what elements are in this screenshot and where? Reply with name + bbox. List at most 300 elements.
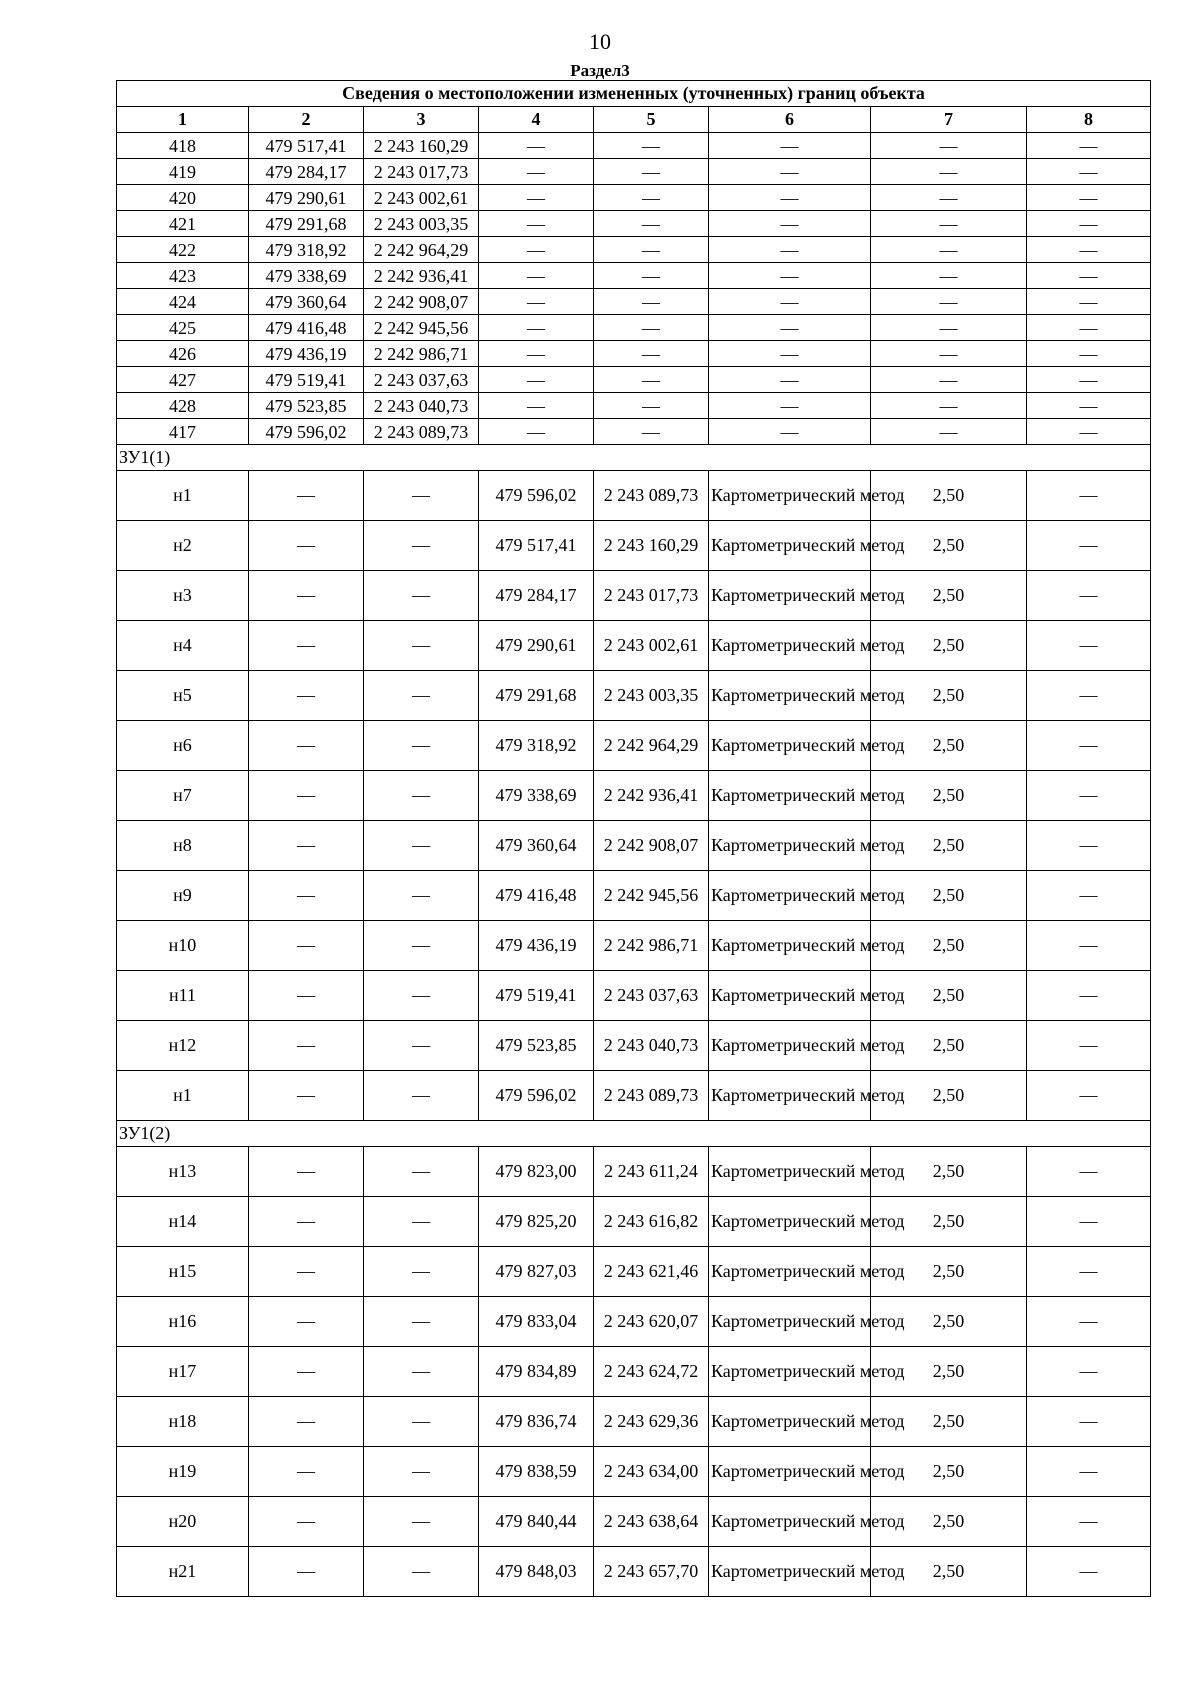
table-row bbox=[117, 393, 1151, 419]
x-new-cell: 479 838,59 bbox=[479, 1447, 594, 1497]
description-cell: — bbox=[1027, 289, 1151, 315]
method-cell: Картометрический метод bbox=[709, 621, 871, 671]
accuracy-cell: — bbox=[871, 263, 1027, 289]
y-new-cell: 2 243 616,82 bbox=[594, 1197, 709, 1247]
y-existing-cell: — bbox=[364, 471, 479, 521]
point-number-cell: н21 bbox=[117, 1547, 249, 1597]
point-number-cell: 422 bbox=[117, 237, 249, 263]
y-existing-cell: — bbox=[364, 1347, 479, 1397]
x-new-cell: 479 596,02 bbox=[479, 1071, 594, 1121]
x-new-cell: — bbox=[479, 237, 594, 263]
x-existing-cell: 479 284,17 bbox=[249, 159, 364, 185]
table-row bbox=[117, 237, 1151, 263]
x-existing-cell: 479 436,19 bbox=[249, 341, 364, 367]
accuracy-cell: 2,50 bbox=[871, 571, 1027, 621]
x-new-cell: 479 823,00 bbox=[479, 1147, 594, 1197]
coordinates-table bbox=[116, 80, 1151, 1597]
method-cell: Картометрический метод bbox=[709, 1021, 871, 1071]
table-row bbox=[117, 521, 1151, 571]
accuracy-cell: — bbox=[871, 419, 1027, 445]
accuracy-cell: 2,50 bbox=[871, 721, 1027, 771]
method-cell: Картометрический метод bbox=[709, 1447, 871, 1497]
method-cell: Картометрический метод bbox=[709, 1247, 871, 1297]
column-header: 7 bbox=[871, 107, 1027, 133]
table-row bbox=[117, 1347, 1151, 1397]
method-cell: — bbox=[709, 367, 871, 393]
x-new-cell: — bbox=[479, 393, 594, 419]
x-existing-cell: 479 290,61 bbox=[249, 185, 364, 211]
description-cell: — bbox=[1027, 471, 1151, 521]
method-cell: Картометрический метод bbox=[709, 821, 871, 871]
point-number-cell: 421 bbox=[117, 211, 249, 237]
table-row bbox=[117, 133, 1151, 159]
point-number-cell: н1 bbox=[117, 1071, 249, 1121]
x-new-cell: 479 416,48 bbox=[479, 871, 594, 921]
y-existing-cell: — bbox=[364, 921, 479, 971]
y-existing-cell: — bbox=[364, 971, 479, 1021]
method-cell: — bbox=[709, 133, 871, 159]
description-cell: — bbox=[1027, 1197, 1151, 1247]
y-existing-cell: — bbox=[364, 521, 479, 571]
accuracy-cell: — bbox=[871, 315, 1027, 341]
y-new-cell: — bbox=[594, 289, 709, 315]
point-number-cell: н16 bbox=[117, 1297, 249, 1347]
x-existing-cell: — bbox=[249, 771, 364, 821]
method-cell: Картометрический метод bbox=[709, 971, 871, 1021]
table-row bbox=[117, 971, 1151, 1021]
x-existing-cell: — bbox=[249, 1071, 364, 1121]
description-cell: — bbox=[1027, 1021, 1151, 1071]
y-new-cell: 2 243 634,00 bbox=[594, 1447, 709, 1497]
description-cell: — bbox=[1027, 159, 1151, 185]
column-header: 4 bbox=[479, 107, 594, 133]
description-cell: — bbox=[1027, 185, 1151, 211]
table-row bbox=[117, 263, 1151, 289]
y-existing-cell: — bbox=[364, 1297, 479, 1347]
method-cell: Картометрический метод bbox=[709, 921, 871, 971]
accuracy-cell: — bbox=[871, 341, 1027, 367]
y-new-cell: — bbox=[594, 263, 709, 289]
description-cell: — bbox=[1027, 237, 1151, 263]
y-new-cell: — bbox=[594, 367, 709, 393]
x-existing-cell: 479 291,68 bbox=[249, 211, 364, 237]
accuracy-cell: 2,50 bbox=[871, 521, 1027, 571]
point-number-cell: н4 bbox=[117, 621, 249, 671]
y-new-cell: 2 242 936,41 bbox=[594, 771, 709, 821]
description-cell: — bbox=[1027, 921, 1151, 971]
point-number-cell: 426 bbox=[117, 341, 249, 367]
y-existing-cell: — bbox=[364, 621, 479, 671]
point-number-cell: н1 bbox=[117, 471, 249, 521]
y-existing-cell: — bbox=[364, 1397, 479, 1447]
table-caption: Сведения о местоположении измененных (уточненных) границ объекта bbox=[117, 81, 1151, 107]
x-new-cell: 479 284,17 bbox=[479, 571, 594, 621]
y-new-cell: — bbox=[594, 211, 709, 237]
y-new-cell: 2 243 624,72 bbox=[594, 1347, 709, 1397]
accuracy-cell: — bbox=[871, 289, 1027, 315]
table-caption-row bbox=[117, 81, 1151, 107]
y-new-cell: — bbox=[594, 237, 709, 263]
description-cell: — bbox=[1027, 133, 1151, 159]
description-cell: — bbox=[1027, 1347, 1151, 1397]
section-title: Раздел3 bbox=[570, 61, 630, 80]
column-header: 8 bbox=[1027, 107, 1151, 133]
y-new-cell: — bbox=[594, 133, 709, 159]
method-cell: — bbox=[709, 211, 871, 237]
x-new-cell: — bbox=[479, 289, 594, 315]
method-cell: Картометрический метод bbox=[709, 1397, 871, 1447]
description-cell: — bbox=[1027, 821, 1151, 871]
y-existing-cell: 2 243 089,73 bbox=[364, 419, 479, 445]
y-new-cell: 2 243 620,07 bbox=[594, 1297, 709, 1347]
method-cell: — bbox=[709, 289, 871, 315]
method-cell: Картометрический метод bbox=[709, 1197, 871, 1247]
description-cell: — bbox=[1027, 1071, 1151, 1121]
point-number-cell: 419 bbox=[117, 159, 249, 185]
x-existing-cell: — bbox=[249, 921, 364, 971]
accuracy-cell: 2,50 bbox=[871, 971, 1027, 1021]
table-row bbox=[117, 341, 1151, 367]
y-new-cell: 2 243 002,61 bbox=[594, 621, 709, 671]
table-row bbox=[117, 471, 1151, 521]
table-row bbox=[117, 871, 1151, 921]
y-existing-cell: — bbox=[364, 771, 479, 821]
x-new-cell: 479 834,89 bbox=[479, 1347, 594, 1397]
x-existing-cell: — bbox=[249, 1197, 364, 1247]
description-cell: — bbox=[1027, 1397, 1151, 1447]
point-number-cell: н18 bbox=[117, 1397, 249, 1447]
accuracy-cell: 2,50 bbox=[871, 1547, 1027, 1597]
accuracy-cell: 2,50 bbox=[871, 621, 1027, 671]
x-existing-cell: — bbox=[249, 1297, 364, 1347]
accuracy-cell: — bbox=[871, 367, 1027, 393]
description-cell: — bbox=[1027, 315, 1151, 341]
x-existing-cell: — bbox=[249, 721, 364, 771]
y-new-cell: — bbox=[594, 159, 709, 185]
point-number-cell: н8 bbox=[117, 821, 249, 871]
point-number-cell: н3 bbox=[117, 571, 249, 621]
point-number-cell: н5 bbox=[117, 671, 249, 721]
x-existing-cell: — bbox=[249, 871, 364, 921]
x-new-cell: 479 523,85 bbox=[479, 1021, 594, 1071]
table-header-row bbox=[117, 107, 1151, 133]
point-number-cell: н14 bbox=[117, 1197, 249, 1247]
method-cell: — bbox=[709, 315, 871, 341]
y-existing-cell: 2 243 160,29 bbox=[364, 133, 479, 159]
page-number: 10 bbox=[589, 29, 611, 54]
y-new-cell: 2 243 621,46 bbox=[594, 1247, 709, 1297]
table-body bbox=[117, 81, 1151, 1597]
accuracy-cell: 2,50 bbox=[871, 1021, 1027, 1071]
description-cell: — bbox=[1027, 367, 1151, 393]
y-existing-cell: 2 242 964,29 bbox=[364, 237, 479, 263]
table-row bbox=[117, 721, 1151, 771]
point-number-cell: н10 bbox=[117, 921, 249, 971]
group-label: ЗУ1(1) bbox=[117, 445, 1151, 471]
x-existing-cell: — bbox=[249, 1497, 364, 1547]
y-existing-cell: 2 243 017,73 bbox=[364, 159, 479, 185]
y-existing-cell: 2 243 003,35 bbox=[364, 211, 479, 237]
y-existing-cell: — bbox=[364, 1547, 479, 1597]
table-row bbox=[117, 571, 1151, 621]
x-new-cell: 479 318,92 bbox=[479, 721, 594, 771]
table-row bbox=[117, 1547, 1151, 1597]
y-new-cell: 2 242 986,71 bbox=[594, 921, 709, 971]
description-cell: — bbox=[1027, 971, 1151, 1021]
point-number-cell: 418 bbox=[117, 133, 249, 159]
x-existing-cell: — bbox=[249, 621, 364, 671]
table-row bbox=[117, 1497, 1151, 1547]
y-existing-cell: — bbox=[364, 1447, 479, 1497]
method-cell: Картометрический метод bbox=[709, 521, 871, 571]
accuracy-cell: — bbox=[871, 133, 1027, 159]
y-new-cell: 2 243 003,35 bbox=[594, 671, 709, 721]
accuracy-cell: 2,50 bbox=[871, 471, 1027, 521]
y-existing-cell: — bbox=[364, 821, 479, 871]
point-number-cell: н19 bbox=[117, 1447, 249, 1497]
x-existing-cell: 479 523,85 bbox=[249, 393, 364, 419]
point-number-cell: 420 bbox=[117, 185, 249, 211]
description-cell: — bbox=[1027, 263, 1151, 289]
y-existing-cell: — bbox=[364, 871, 479, 921]
point-number-cell: 424 bbox=[117, 289, 249, 315]
table-row bbox=[117, 367, 1151, 393]
description-cell: — bbox=[1027, 1447, 1151, 1497]
point-number-cell: н13 bbox=[117, 1147, 249, 1197]
method-cell: Картометрический метод bbox=[709, 1297, 871, 1347]
method-cell: Картометрический метод bbox=[709, 1147, 871, 1197]
table-row bbox=[117, 1071, 1151, 1121]
x-existing-cell: — bbox=[249, 1447, 364, 1497]
table-row bbox=[117, 771, 1151, 821]
y-new-cell: 2 243 040,73 bbox=[594, 1021, 709, 1071]
x-existing-cell: — bbox=[249, 1247, 364, 1297]
method-cell: Картометрический метод bbox=[709, 771, 871, 821]
x-existing-cell: 479 416,48 bbox=[249, 315, 364, 341]
accuracy-cell: 2,50 bbox=[871, 1247, 1027, 1297]
y-new-cell: — bbox=[594, 419, 709, 445]
x-new-cell: 479 519,41 bbox=[479, 971, 594, 1021]
point-number-cell: н15 bbox=[117, 1247, 249, 1297]
x-new-cell: — bbox=[479, 159, 594, 185]
point-number-cell: н9 bbox=[117, 871, 249, 921]
x-new-cell: 479 833,04 bbox=[479, 1297, 594, 1347]
point-number-cell: н2 bbox=[117, 521, 249, 571]
table-row bbox=[117, 821, 1151, 871]
table-row bbox=[117, 315, 1151, 341]
point-number-cell: 417 bbox=[117, 419, 249, 445]
method-cell: — bbox=[709, 393, 871, 419]
x-new-cell: — bbox=[479, 341, 594, 367]
y-existing-cell: 2 242 986,71 bbox=[364, 341, 479, 367]
table-row bbox=[117, 419, 1151, 445]
method-cell: Картометрический метод bbox=[709, 721, 871, 771]
y-existing-cell: — bbox=[364, 1147, 479, 1197]
x-existing-cell: 479 338,69 bbox=[249, 263, 364, 289]
method-cell: — bbox=[709, 237, 871, 263]
description-cell: — bbox=[1027, 1547, 1151, 1597]
y-new-cell: 2 243 657,70 bbox=[594, 1547, 709, 1597]
y-existing-cell: — bbox=[364, 1021, 479, 1071]
method-cell: — bbox=[709, 341, 871, 367]
y-new-cell: — bbox=[594, 341, 709, 367]
table-row bbox=[117, 1021, 1151, 1071]
table-row bbox=[117, 1147, 1151, 1197]
point-number-cell: н12 bbox=[117, 1021, 249, 1071]
table-row bbox=[117, 1447, 1151, 1497]
method-cell: — bbox=[709, 185, 871, 211]
y-existing-cell: 2 243 040,73 bbox=[364, 393, 479, 419]
method-cell: Картометрический метод bbox=[709, 1071, 871, 1121]
y-existing-cell: — bbox=[364, 1497, 479, 1547]
method-cell: Картометрический метод bbox=[709, 471, 871, 521]
description-cell: — bbox=[1027, 419, 1151, 445]
y-new-cell: 2 243 017,73 bbox=[594, 571, 709, 621]
description-cell: — bbox=[1027, 621, 1151, 671]
accuracy-cell: — bbox=[871, 185, 1027, 211]
x-new-cell: 479 436,19 bbox=[479, 921, 594, 971]
y-existing-cell: 2 242 936,41 bbox=[364, 263, 479, 289]
accuracy-cell: 2,50 bbox=[871, 871, 1027, 921]
column-header: 5 bbox=[594, 107, 709, 133]
y-existing-cell: 2 243 037,63 bbox=[364, 367, 479, 393]
method-cell: — bbox=[709, 159, 871, 185]
x-new-cell: 479 840,44 bbox=[479, 1497, 594, 1547]
x-new-cell: — bbox=[479, 211, 594, 237]
x-existing-cell: — bbox=[249, 571, 364, 621]
table-row bbox=[117, 1297, 1151, 1347]
y-existing-cell: — bbox=[364, 1197, 479, 1247]
accuracy-cell: — bbox=[871, 211, 1027, 237]
x-existing-cell: — bbox=[249, 971, 364, 1021]
y-existing-cell: 2 242 945,56 bbox=[364, 315, 479, 341]
x-new-cell: 479 338,69 bbox=[479, 771, 594, 821]
group-header-row bbox=[117, 1121, 1151, 1147]
description-cell: — bbox=[1027, 341, 1151, 367]
accuracy-cell: 2,50 bbox=[871, 1347, 1027, 1397]
accuracy-cell: 2,50 bbox=[871, 671, 1027, 721]
x-existing-cell: 479 318,92 bbox=[249, 237, 364, 263]
accuracy-cell: 2,50 bbox=[871, 1497, 1027, 1547]
x-new-cell: — bbox=[479, 315, 594, 341]
point-number-cell: н17 bbox=[117, 1347, 249, 1397]
table-row bbox=[117, 1247, 1151, 1297]
description-cell: — bbox=[1027, 1497, 1151, 1547]
column-header: 6 bbox=[709, 107, 871, 133]
y-new-cell: 2 242 964,29 bbox=[594, 721, 709, 771]
method-cell: Картометрический метод bbox=[709, 571, 871, 621]
method-cell: — bbox=[709, 263, 871, 289]
table-row bbox=[117, 671, 1151, 721]
description-cell: — bbox=[1027, 871, 1151, 921]
accuracy-cell: 2,50 bbox=[871, 1147, 1027, 1197]
table-row bbox=[117, 159, 1151, 185]
x-existing-cell: — bbox=[249, 1021, 364, 1071]
x-existing-cell: — bbox=[249, 671, 364, 721]
method-cell: — bbox=[709, 419, 871, 445]
point-number-cell: 423 bbox=[117, 263, 249, 289]
x-new-cell: 479 825,20 bbox=[479, 1197, 594, 1247]
y-existing-cell: — bbox=[364, 721, 479, 771]
point-number-cell: н11 bbox=[117, 971, 249, 1021]
accuracy-cell: 2,50 bbox=[871, 821, 1027, 871]
x-new-cell: — bbox=[479, 185, 594, 211]
description-cell: — bbox=[1027, 771, 1151, 821]
description-cell: — bbox=[1027, 671, 1151, 721]
x-new-cell: 479 290,61 bbox=[479, 621, 594, 671]
table-row bbox=[117, 289, 1151, 315]
y-new-cell: 2 243 037,63 bbox=[594, 971, 709, 1021]
accuracy-cell: 2,50 bbox=[871, 1071, 1027, 1121]
description-cell: — bbox=[1027, 1247, 1151, 1297]
y-existing-cell: 2 242 908,07 bbox=[364, 289, 479, 315]
description-cell: — bbox=[1027, 393, 1151, 419]
description-cell: — bbox=[1027, 721, 1151, 771]
y-new-cell: 2 243 629,36 bbox=[594, 1397, 709, 1447]
accuracy-cell: 2,50 bbox=[871, 1447, 1027, 1497]
accuracy-cell: 2,50 bbox=[871, 1297, 1027, 1347]
point-number-cell: н6 bbox=[117, 721, 249, 771]
column-header: 2 bbox=[249, 107, 364, 133]
method-cell: Картометрический метод bbox=[709, 1547, 871, 1597]
description-cell: — bbox=[1027, 1147, 1151, 1197]
x-new-cell: — bbox=[479, 419, 594, 445]
table-row bbox=[117, 921, 1151, 971]
y-new-cell: 2 243 160,29 bbox=[594, 521, 709, 571]
point-number-cell: н20 bbox=[117, 1497, 249, 1547]
group-header-row bbox=[117, 445, 1151, 471]
description-cell: — bbox=[1027, 571, 1151, 621]
accuracy-cell: 2,50 bbox=[871, 1197, 1027, 1247]
x-existing-cell: — bbox=[249, 521, 364, 571]
method-cell: Картометрический метод bbox=[709, 1497, 871, 1547]
method-cell: Картометрический метод bbox=[709, 1347, 871, 1397]
description-cell: — bbox=[1027, 211, 1151, 237]
accuracy-cell: 2,50 bbox=[871, 921, 1027, 971]
y-new-cell: — bbox=[594, 185, 709, 211]
method-cell: Картометрический метод bbox=[709, 671, 871, 721]
table-row bbox=[117, 185, 1151, 211]
x-existing-cell: — bbox=[249, 1347, 364, 1397]
x-new-cell: 479 291,68 bbox=[479, 671, 594, 721]
accuracy-cell: — bbox=[871, 159, 1027, 185]
method-cell: Картометрический метод bbox=[709, 871, 871, 921]
x-existing-cell: 479 360,64 bbox=[249, 289, 364, 315]
x-new-cell: — bbox=[479, 133, 594, 159]
table-row bbox=[117, 1197, 1151, 1247]
x-new-cell: — bbox=[479, 367, 594, 393]
x-existing-cell: — bbox=[249, 1147, 364, 1197]
x-new-cell: 479 517,41 bbox=[479, 521, 594, 571]
description-cell: — bbox=[1027, 521, 1151, 571]
y-existing-cell: — bbox=[364, 1071, 479, 1121]
table-row bbox=[117, 621, 1151, 671]
point-number-cell: 425 bbox=[117, 315, 249, 341]
y-new-cell: 2 243 611,24 bbox=[594, 1147, 709, 1197]
y-new-cell: — bbox=[594, 393, 709, 419]
x-existing-cell: — bbox=[249, 1547, 364, 1597]
y-existing-cell: 2 243 002,61 bbox=[364, 185, 479, 211]
y-new-cell: 2 243 638,64 bbox=[594, 1497, 709, 1547]
y-new-cell: 2 243 089,73 bbox=[594, 471, 709, 521]
y-new-cell: — bbox=[594, 315, 709, 341]
x-new-cell: 479 596,02 bbox=[479, 471, 594, 521]
x-new-cell: 479 836,74 bbox=[479, 1397, 594, 1447]
x-existing-cell: 479 519,41 bbox=[249, 367, 364, 393]
x-new-cell: 479 360,64 bbox=[479, 821, 594, 871]
y-new-cell: 2 242 945,56 bbox=[594, 871, 709, 921]
y-existing-cell: — bbox=[364, 571, 479, 621]
